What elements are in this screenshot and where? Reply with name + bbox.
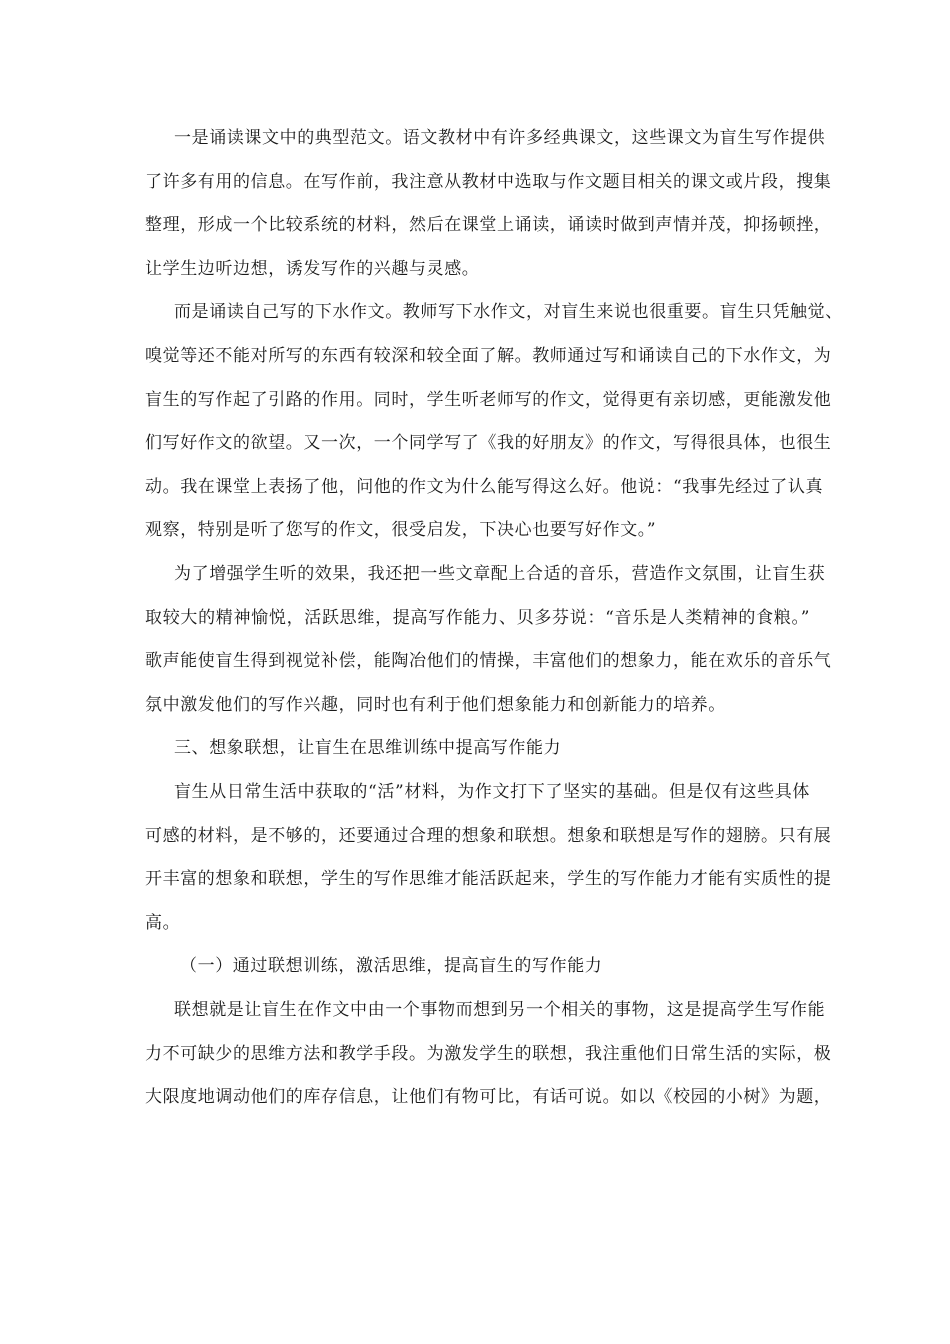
section-heading: 三、想象联想，让盲生在思维训练中提高写作能力 <box>174 738 562 759</box>
paragraph-line: 而是诵读自己写的下水作文。教师写下水作文，对盲生来说也很重要。盲生只凭触觉、 <box>174 302 843 323</box>
paragraph-line: 歌声能使盲生得到视觉补偿，能陶冶他们的情操，丰富他们的想象力，能在欢乐的音乐气 <box>145 651 832 672</box>
paragraph-line: 观察，特别是听了您写的作文，很受启发，下决心也要写好作文。” <box>145 520 657 541</box>
paragraph-line: 氛中激发他们的写作兴趣，同时也有利于他们想象能力和创新能力的培养。 <box>145 694 726 715</box>
subsection-heading: （一）通过联想训练，激活思维，提高盲生的写作能力 <box>180 956 603 977</box>
paragraph-line: 盲生从日常生活中获取的“活”材料，为作文打下了坚实的基础。但是仅有这些具体 <box>174 782 810 802</box>
paragraph-line: 力不可缺少的思维方法和教学手段。为激发学生的联想，我注重他们日常生活的实际，极 <box>145 1043 832 1064</box>
paragraph-line: 联想就是让盲生在作文中由一个事物而想到另一个相关的事物，这是提高学生写作能 <box>174 1000 826 1020</box>
paragraph-line: 可感的材料，是不够的，还要通过合理的想象和联想。想象和联想是写作的翅膀。只有展 <box>145 825 832 846</box>
paragraph-line: 盲生的写作起了引路的作用。同时，学生听老师写的作文，觉得更有亲切感，更能激发他 <box>145 389 832 410</box>
paragraph-line: 高。 <box>145 912 181 933</box>
paragraph-line: 取较大的精神愉悦，活跃思维，提高写作能力、贝多芬说：“音乐是人类精神的食粮。” <box>145 607 810 628</box>
paragraph-line: 开丰富的想象和联想，学生的写作思维才能活跃起来，学生的写作能力才能有实质性的提 <box>145 869 832 890</box>
paragraph-line: 一是诵读课文中的典型范文。语文教材中有许多经典课文，这些课文为盲生写作提供 <box>174 128 826 148</box>
paragraph-line: 嗅觉等还不能对所写的东西有较深和较全面了解。教师通过写和诵读自己的下水作文，为 <box>145 346 832 366</box>
paragraph-line: 了许多有用的信息。在写作前，我注意从教材中选取与作文题目相关的课文或片段，搜集 <box>145 171 832 192</box>
paragraph-line: 们写好作文的欲望。又一次，一个同学写了《我的好朋友》的作文，写得很具体，也很生 <box>145 433 832 454</box>
paragraph-line: 整理，形成一个比较系统的材料，然后在课堂上诵读，诵读时做到声情并茂，抑扬顿挫， <box>145 215 832 236</box>
paragraph-line: 动。我在课堂上表扬了他，问他的作文为什么能写得这么好。他说：“我事先经过了认真 <box>145 476 824 497</box>
paragraph-line: 大限度地调动他们的库存信息，让他们有物可比，有话可说。如以《校园的小树》为题， <box>145 1087 832 1108</box>
paragraph-line: 让学生边听边想，诱发写作的兴趣与灵感。 <box>145 258 480 279</box>
paragraph-line: 为了增强学生听的效果，我还把一些文章配上合适的音乐，营造作文氛围，让盲生获 <box>174 564 826 584</box>
